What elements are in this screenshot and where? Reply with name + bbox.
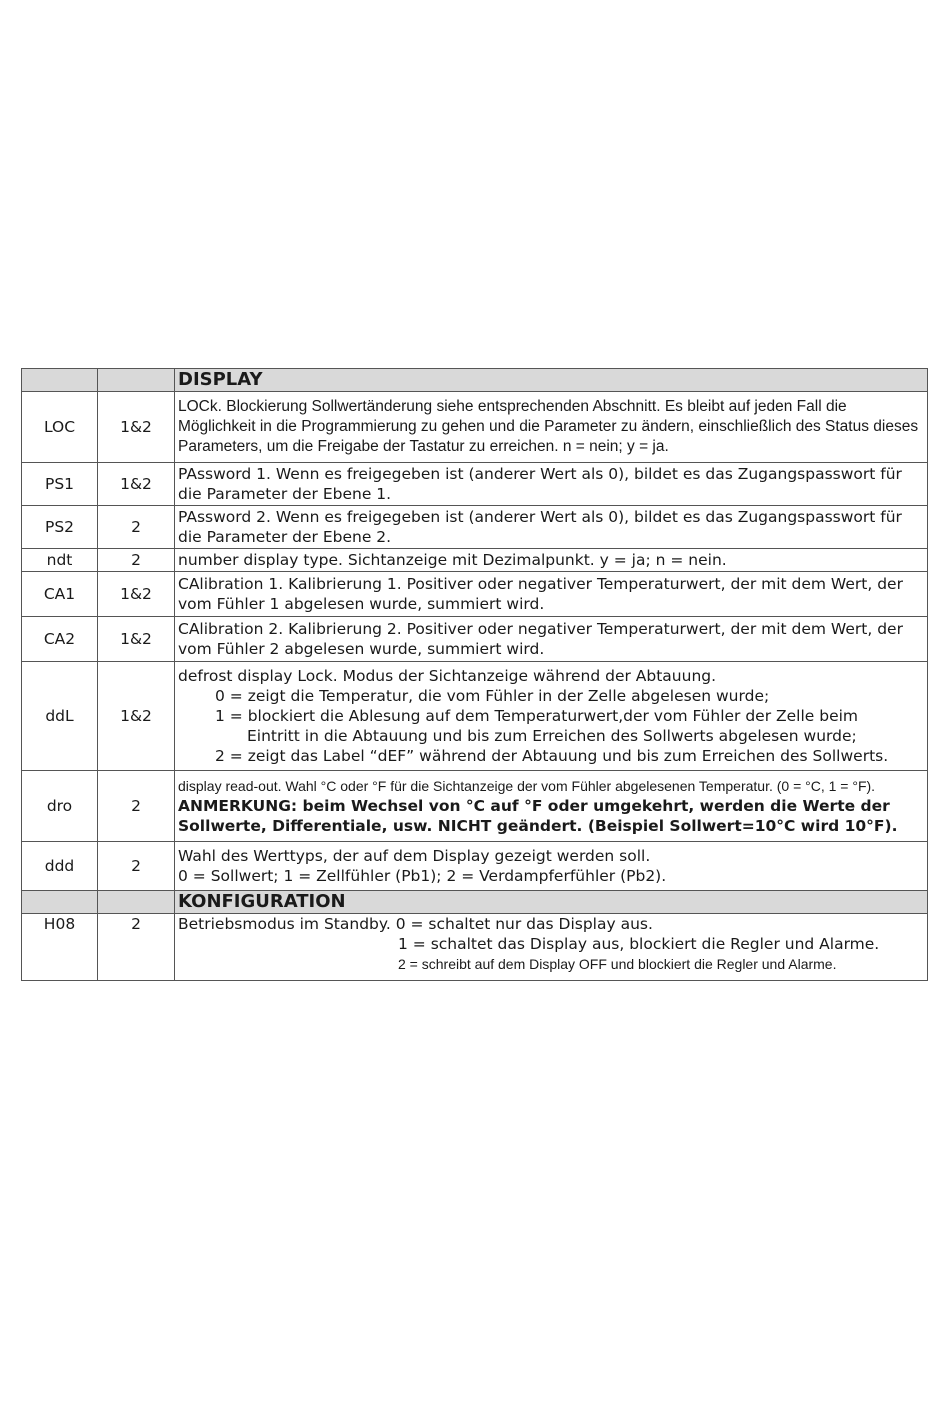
- option-line: 0 = Sollwert; 1 = Zellfühler (Pb1); 2 = Verdampferfühler (Pb2).: [178, 867, 667, 885]
- table-row: [22, 549, 928, 572]
- section-header-configuration: [22, 891, 928, 914]
- param-description: [175, 771, 928, 842]
- description-line: Betriebsmodus im Standby. 0 = schaltet nur das Display aus.: [178, 915, 653, 933]
- param-description: PAssword 2. Wenn es freigegeben ist (anderer Wert als 0), bildet es das Zugangspasswort für die Parameter der Ebene 2.: [175, 506, 928, 549]
- param-code: LOC: [22, 392, 98, 463]
- param-description: LOCk. Blockierung Sollwertänderung siehe entsprechenden Abschnitt. Es bleibt auf jeden Fall die Möglichkeit in die Programmierung zu gehen und die Parameter zu ändern, einschließlich des Status dieses Parameters, um die Freigabe der Tastatur zu erreichen. n = nein; y = ja.: [175, 392, 928, 463]
- param-code: ddd: [22, 842, 98, 891]
- option-line: 1 = blockiert die Ablesung auf dem Temperaturwert,der vom Fühler der Zelle beim: [215, 707, 859, 725]
- option-continuation-line: Eintritt in die Abtauung und bis zum Erreichen des Sollwerts abgelesen wurde;: [247, 727, 857, 745]
- param-code: PS2: [22, 506, 98, 549]
- option-line: 2 = schreibt auf dem Display OFF und blockiert die Regler und Alarme.: [398, 956, 837, 972]
- param-level: 2: [98, 549, 175, 572]
- param-code: dro: [22, 771, 98, 842]
- param-level: 1&2: [98, 392, 175, 463]
- param-code: PS1: [22, 463, 98, 506]
- section-header-empty-cell: [22, 369, 98, 392]
- param-code: ndt: [22, 549, 98, 572]
- description-line: defrost display Lock. Modus der Sichtanzeige während der Abtauung.: [178, 667, 717, 685]
- table-row: [22, 842, 928, 891]
- section-header-display: [22, 369, 928, 392]
- param-description: [175, 914, 928, 981]
- param-level: 2: [98, 771, 175, 842]
- parameter-table: [21, 368, 928, 981]
- param-code: H08: [22, 914, 98, 981]
- param-level: 1&2: [98, 572, 175, 617]
- option-line: 0 = zeigt die Temperatur, die vom Fühler in der Zelle abgelesen wurde;: [215, 687, 770, 705]
- param-level: 2: [98, 914, 175, 981]
- param-description: CAlibration 1. Kalibrierung 1. Positiver oder negativer Temperaturwert, der mit dem Wert, der vom Fühler 1 abgelesen wurde, summiert wird.: [175, 572, 928, 617]
- param-description: [175, 842, 928, 891]
- table-row: [22, 392, 928, 463]
- param-level: 2: [98, 842, 175, 891]
- section-title: KONFIGURATION: [175, 891, 928, 914]
- param-level: 2: [98, 506, 175, 549]
- param-level: 1&2: [98, 463, 175, 506]
- table-row: [22, 463, 928, 506]
- option-line: 1 = schaltet das Display aus, blockiert die Regler und Alarme.: [398, 935, 880, 953]
- param-description: PAssword 1. Wenn es freigegeben ist (anderer Wert als 0), bildet es das Zugangspasswort für die Parameter der Ebene 1.: [175, 463, 928, 506]
- section-header-empty-cell: [22, 891, 98, 914]
- section-title: DISPLAY: [175, 369, 928, 392]
- note-text: ANMERKUNG: beim Wechsel von °C auf °F oder umgekehrt, werden die Werte der Sollwerte, Differentiale, usw. NICHT geändert. (Beispiel Sollwert=10°C wird 10°F).: [178, 797, 898, 835]
- section-header-empty-cell: [98, 369, 175, 392]
- param-code: CA1: [22, 572, 98, 617]
- description-line: display read-out. Wahl °C oder °F für die Sichtanzeige der vom Fühler abgelesenen Temperatur. (0 = °C, 1 = °F).: [178, 778, 876, 794]
- table-row: [22, 617, 928, 662]
- section-header-empty-cell: [98, 891, 175, 914]
- param-description: number display type. Sichtanzeige mit Dezimalpunkt. y = ja; n = nein.: [175, 549, 928, 572]
- param-level: 1&2: [98, 662, 175, 771]
- table-row: [22, 771, 928, 842]
- param-description: [175, 662, 928, 771]
- table-row: [22, 506, 928, 549]
- param-level: 1&2: [98, 617, 175, 662]
- param-code: CA2: [22, 617, 98, 662]
- table-row: [22, 914, 928, 981]
- param-code: ddL: [22, 662, 98, 771]
- table-row: [22, 662, 928, 771]
- param-description: CAlibration 2. Kalibrierung 2. Positiver oder negativer Temperaturwert, der mit dem Wert, der vom Fühler 2 abgelesen wurde, summiert wird.: [175, 617, 928, 662]
- option-line: 2 = zeigt das Label “dEF” während der Abtauung und bis zum Erreichen des Sollwerts.: [215, 747, 889, 765]
- table-row: [22, 572, 928, 617]
- description-line: Wahl des Werttyps, der auf dem Display gezeigt werden soll.: [178, 847, 651, 865]
